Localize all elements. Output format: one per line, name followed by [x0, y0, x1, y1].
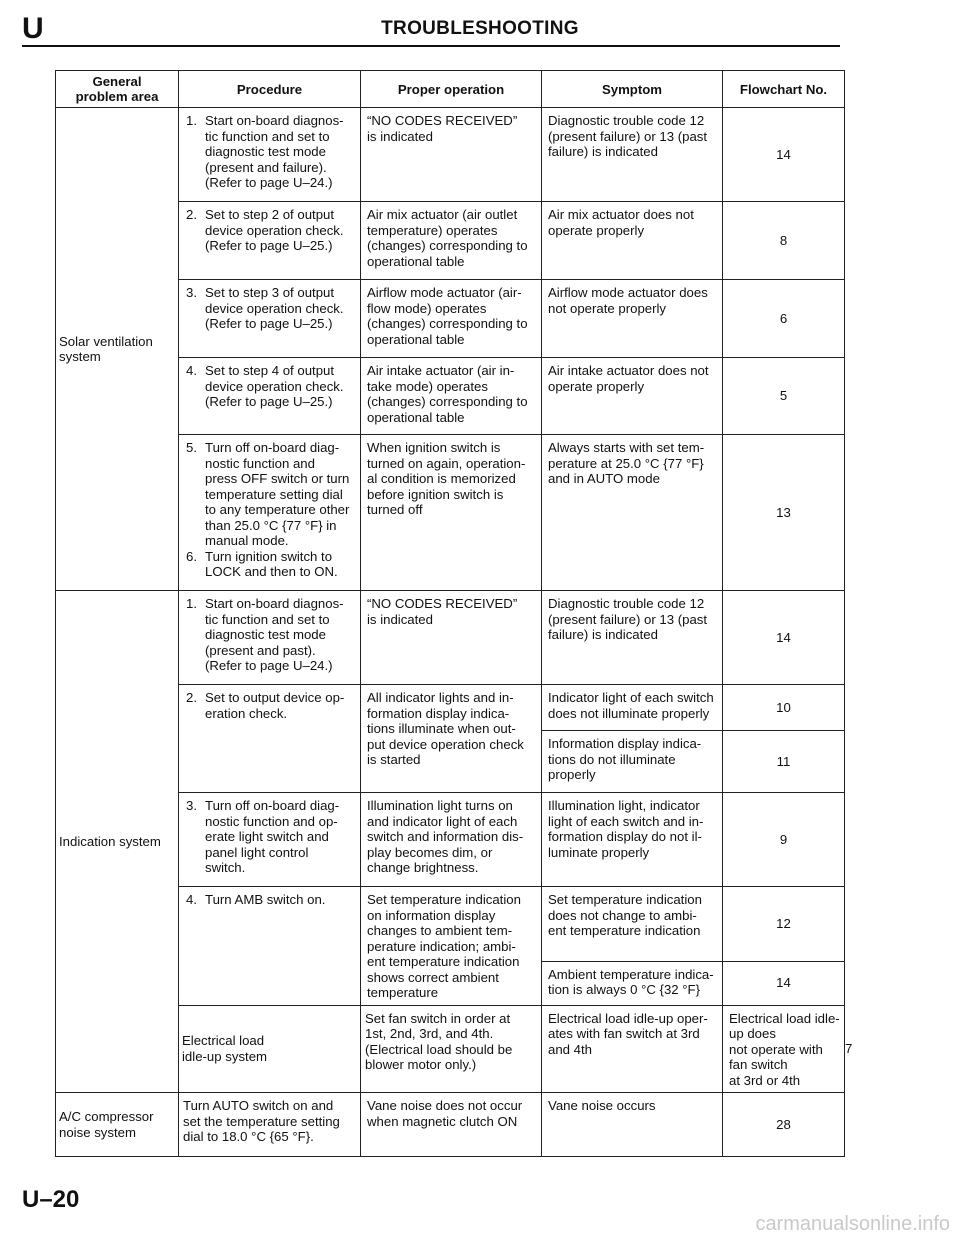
col-header-flowchart: Flowchart No. — [723, 71, 845, 108]
flowchart-cell: 28 — [723, 1093, 845, 1157]
flowchart-cell: 10 — [723, 685, 845, 731]
operation-cell: “NO CODES RECEIVED” is indicated — [361, 591, 542, 685]
page-title: TROUBLESHOOTING — [381, 18, 579, 39]
area-electrical-load: Electrical load idle-up system — [179, 1005, 361, 1093]
symptom-cell: Set temperature indication does not change to ambi- ent temperature indication — [542, 887, 723, 962]
area-indication-system: Indication system — [56, 591, 179, 1093]
table-row — [56, 1093, 845, 1157]
procedure-cell: 1. Start on-board diagnos- tic function and set to diagnostic test mode (present and past). (Refer to page U–24.) — [179, 591, 361, 685]
procedure-cell: 3. Set to step 3 of output device operation check. (Refer to page U–25.) — [179, 280, 361, 358]
flowchart-cell: 8 — [723, 202, 845, 280]
procedure-cell: 4. Set to step 4 of output device operation check. (Refer to page U–25.) — [179, 358, 361, 435]
procedure-cell: 5. Turn off on-board diag- nostic function and press OFF switch or turn temperature setting dial to any temperature other than 25.0 °C {77 °F} in manual mode. 6. Turn ignition switch to LOCK and then to ON. — [179, 435, 361, 591]
header-row — [56, 71, 845, 108]
flowchart-cell: 11 — [723, 731, 845, 793]
symptom-cell: Ambient temperature indica- tion is always 0 °C {32 °F} — [542, 961, 723, 1005]
watermark: carmanualsonline.info — [755, 1213, 950, 1235]
procedure-cell: 2. Set to step 2 of output device operation check. (Refer to page U–25.) — [179, 202, 361, 280]
header-rule — [22, 45, 840, 47]
symptom-cell: Vane noise occurs — [542, 1093, 723, 1157]
area-ac-compressor: A/C compressor noise system — [56, 1093, 179, 1157]
symptom-cell: Diagnostic trouble code 12 (present failure) or 13 (past failure) is indicated — [542, 108, 723, 202]
operation-cell: Set temperature indication on information display changes to ambient tem- perature indication; ambi- ent temperature indication shows correct ambient temperature — [361, 887, 542, 1006]
symptom-cell: Air intake actuator does not operate properly — [542, 358, 723, 435]
operation-cell: Airflow mode actuator (air- flow mode) operates (changes) corresponding to operational table — [361, 280, 542, 358]
table-row: Electrical load idle-up system Set fan switch in order at 1st, 2nd, 3rd, and 4th. (Electrical load should be blower motor only.) Electrical load idle-up oper- ates with fan switch at 3rd and 4th Electrical load idle-up does not operate with fan switch at 3rd or 4th 7 — [56, 1005, 845, 1093]
flowchart-cell: 14 — [723, 591, 845, 685]
flowchart-cell: 5 — [723, 358, 845, 435]
operation-cell: Vane noise does not occur when magnetic clutch ON — [361, 1093, 542, 1157]
operation-cell: All indicator lights and in- formation display indica- tions illuminate when out- put device operation check is started — [361, 685, 542, 793]
symptom-cell: Diagnostic trouble code 12 (present failure) or 13 (past failure) is indicated — [542, 591, 723, 685]
area-solar-ventilation: Solar ventilation system — [56, 108, 179, 591]
symptom-cell: Information display indica- tions do not illuminate properly — [542, 731, 723, 793]
flowchart-cell: 14 — [723, 108, 845, 202]
symptom-cell: Air mix actuator does not operate properly — [542, 202, 723, 280]
operation-cell: Illumination light turns on and indicator light of each switch and information dis- play becomes dim, or change brightness. — [361, 793, 542, 887]
symptom-cell: Airflow mode actuator does not operate properly — [542, 280, 723, 358]
col-header-operation: Proper operation — [361, 71, 542, 108]
procedure-cell: 1. Start on-board diagnos- tic function and set to diagnostic test mode (present and failure). (Refer to page U–24.) — [179, 108, 361, 202]
flowchart-cell: 13 — [723, 435, 845, 591]
operation-cell: “NO CODES RECEIVED” is indicated — [361, 108, 542, 202]
flowchart-cell: 14 — [723, 961, 845, 1005]
flowchart-cell: 9 — [723, 793, 845, 887]
col-header-area: General problem area — [56, 71, 179, 108]
page-number: U–20 — [22, 1186, 80, 1213]
procedure-cell: Turn AUTO switch on and set the temperature setting dial to 18.0 °C {65 °F}. — [179, 1093, 361, 1157]
symptom-cell: Electrical load idle-up does not operate with fan switch at 3rd or 4th — [723, 1005, 845, 1093]
procedure-cell: Set fan switch in order at 1st, 2nd, 3rd, and 4th. (Electrical load should be blower motor only.) — [361, 1005, 542, 1093]
troubleshooting-table — [55, 70, 853, 1157]
operation-cell: When ignition switch is turned on again, operation- al condition is memorized before ignition switch is turned off — [361, 435, 542, 591]
table-row — [56, 108, 845, 202]
section-letter: U — [22, 12, 44, 45]
symptom-cell: Always starts with set tem- perature at 25.0 °C {77 °F} and in AUTO mode — [542, 435, 723, 591]
col-header-symptom: Symptom — [542, 71, 723, 108]
col-header-procedure: Procedure — [179, 71, 361, 108]
flowchart-cell: 12 — [723, 887, 845, 962]
operation-cell: Air mix actuator (air outlet temperature) operates (changes) corresponding to operational table — [361, 202, 542, 280]
symptom-cell: Indicator light of each switch does not illuminate properly — [542, 685, 723, 731]
procedure-cell: 4. Turn AMB switch on. — [179, 887, 361, 1006]
procedure-cell: 2. Set to output device op- eration check. — [179, 685, 361, 793]
flowchart-cell: 6 — [723, 280, 845, 358]
symptom-cell: Illumination light, indicator light of each switch and in- formation display do not il- luminate properly — [542, 793, 723, 887]
operation-cell: Electrical load idle-up oper- ates with fan switch at 3rd and 4th — [542, 1005, 723, 1093]
table-row — [56, 591, 845, 685]
procedure-cell: 3. Turn off on-board diag- nostic function and op- erate light switch and panel light control switch. — [179, 793, 361, 887]
operation-cell: Air intake actuator (air in- take mode) operates (changes) corresponding to operational table — [361, 358, 542, 435]
